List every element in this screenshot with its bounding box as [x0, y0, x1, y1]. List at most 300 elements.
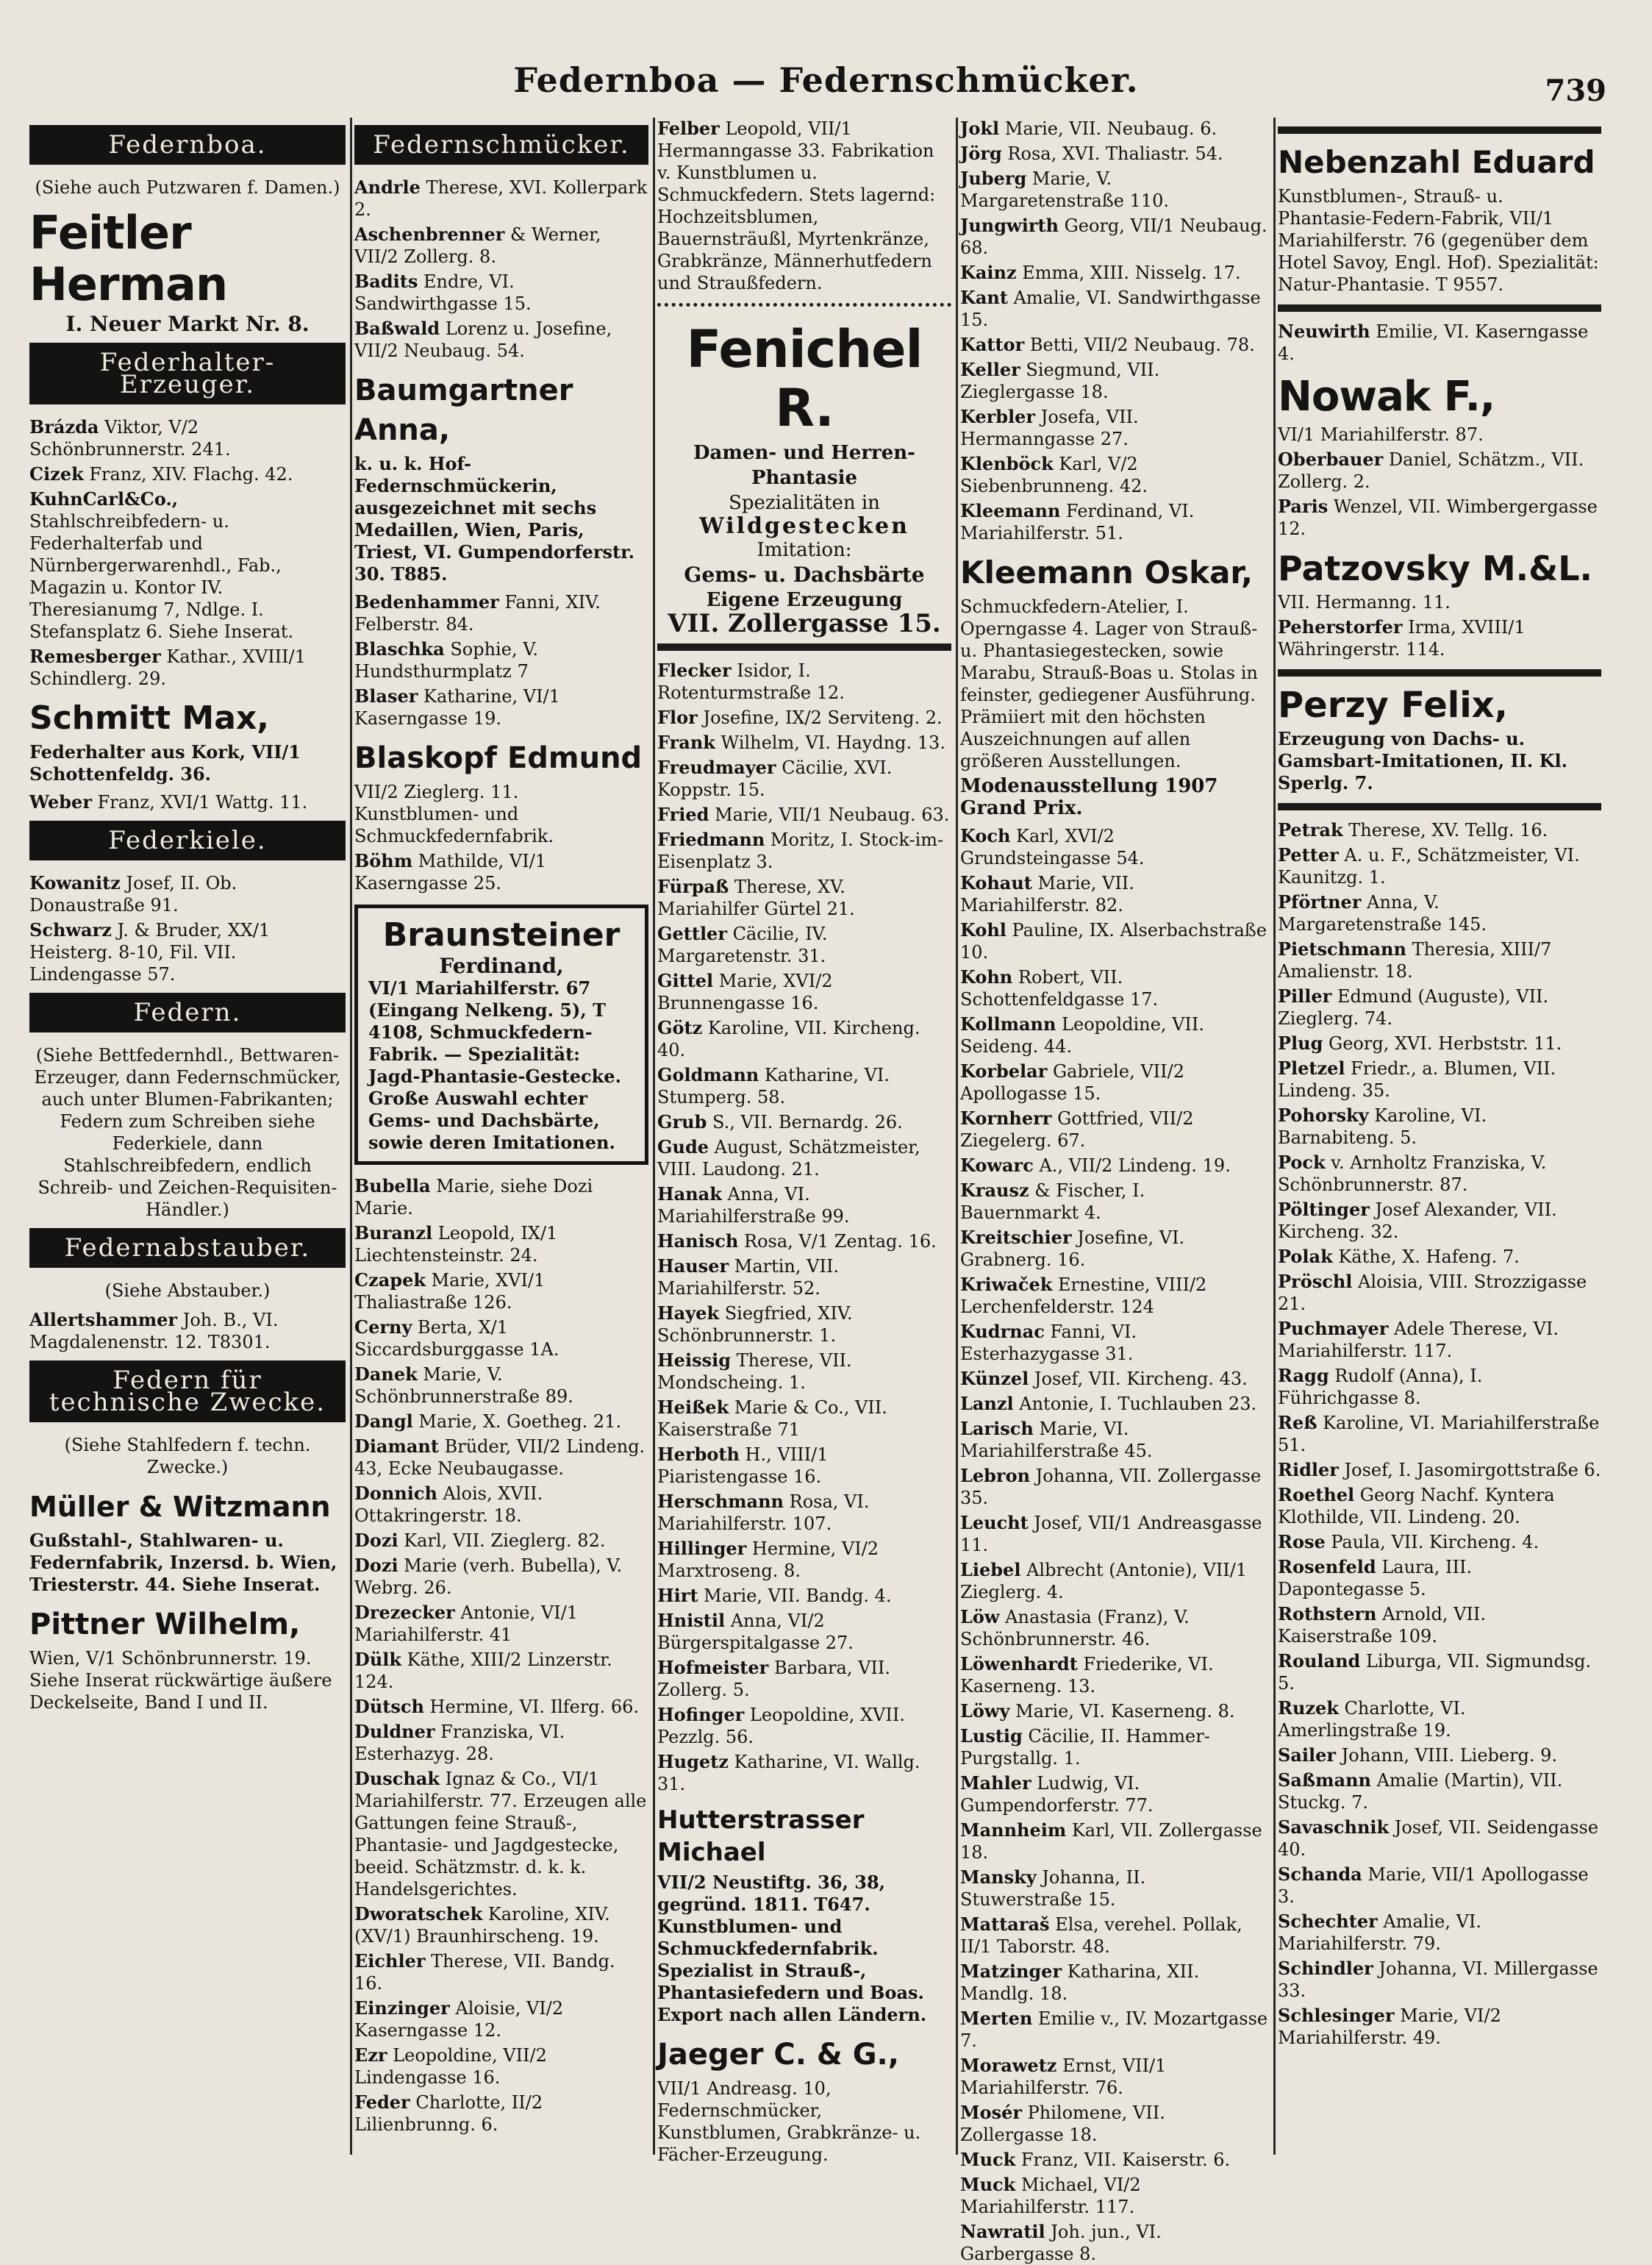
entry-surname: Hanisch — [657, 1230, 739, 1252]
entry-surname: Pöltinger — [1278, 1199, 1370, 1220]
column-4 — [960, 118, 1269, 2264]
entry: Dworatschek Karoline, XIV. (XV/1) Braunhirscheng. 19. — [354, 1903, 610, 1947]
entry-surname: Polak — [1278, 1246, 1333, 1267]
column-1 — [29, 118, 346, 2162]
entry-surname: Saßmann — [1278, 1769, 1371, 1791]
entry-surname: Rosenfeld — [1278, 1556, 1376, 1577]
entry-surname: Peherstorfer — [1278, 616, 1403, 638]
entry: Lustig Cäcilie, II. Hammer-Purgstallg. 1. — [960, 1725, 1210, 1769]
entry: Rosenfeld Laura, III. Dapontegasse 5. — [1278, 1556, 1473, 1599]
ornament-rule — [1278, 304, 1601, 312]
entry: Sailer Johann, VIII. Lieberg. 9. — [1278, 1744, 1558, 1766]
entry: Schanda Marie, VII/1 Apollogasse 3. — [1278, 1863, 1589, 1907]
entry-surname: Hofmeister — [657, 1657, 769, 1678]
advert-name: Blaskopf Edmund — [354, 741, 643, 775]
entry-surname: Neuwirth — [1278, 321, 1370, 342]
entry-surname: Hanak — [657, 1183, 722, 1205]
entry: Böhm Mathilde, VI/1 Kaserngasse 25. — [354, 850, 547, 893]
entry: Schlesinger Marie, VI/2 Mariahilferstr. 49. — [1278, 2005, 1501, 2048]
advert-line: Gems- u. Dachsbärte — [684, 563, 925, 587]
entry: Merten Emilie v., IV. Mozartgasse 7. — [960, 2008, 1268, 2051]
entry: Plug Georg, XVI. Herbststr. 11. — [1278, 1032, 1562, 1054]
column-3 — [657, 118, 951, 2165]
entry-surname: Gittel — [657, 970, 714, 991]
entry-surname: Keller — [960, 359, 1020, 380]
entry: Pock v. Arnholtz Franziska, V. Schönbrunnerstr. 87. — [1278, 1152, 1547, 1195]
entry: Gettler Cäcilie, IV. Margaretenstr. 31. — [657, 923, 828, 966]
ornament-rule — [657, 303, 951, 311]
entry-surname: Koch — [960, 825, 1011, 846]
cross-reference: (Siehe Abstauber.) — [104, 1280, 271, 1301]
entry-surname: Mannheim — [960, 1819, 1067, 1841]
entry-surname: Mattaraš — [960, 1913, 1050, 1935]
entry: Hirt Marie, VII. Bandg. 4. — [657, 1585, 892, 1606]
entry: Pöltinger Josef Alexander, VII. Kircheng. 32. — [1278, 1199, 1557, 1242]
entry: Hofmeister Barbara, VII. Zollerg. 5. — [657, 1657, 890, 1700]
entry-surname: Allertshammer — [29, 1309, 178, 1330]
advert-block — [657, 319, 951, 638]
entry: Hillinger Hermine, VI/2 Marxtroseng. 8. — [657, 1538, 879, 1581]
entry: Klenböck Karl, V/2 Siebenbrunneng. 42. — [960, 453, 1148, 496]
entry-surname: Buranzl — [354, 1222, 433, 1244]
advert-text: VII/2 Neustiftg. 36, 38, gegründ. 1811. T647. Kunstblumen- und Schmuckfedernfabrik. Spezialist in Strauß-, Phantasiefedern und Boas. Export nach allen Ländern. — [657, 1872, 927, 2025]
entry-surname: Jörg — [960, 143, 1002, 164]
entry-surname: Petrak — [1278, 819, 1343, 841]
entry: Polak Käthe, X. Hafeng. 7. — [1278, 1246, 1520, 1267]
entry-surname: Klenböck — [960, 453, 1054, 474]
entry-surname: Sailer — [1278, 1744, 1337, 1766]
entry-surname: Mansky — [960, 1866, 1037, 1888]
entry-surname: Kudrnac — [960, 1321, 1045, 1342]
entry-surname: Kohl — [960, 919, 1006, 941]
advert-name: Müller & Witzmann — [29, 1491, 331, 1523]
entry-surname: Mahler — [960, 1772, 1031, 1794]
entry: Kainz Emma, XIII. Nisselg. 17. — [960, 262, 1241, 283]
entry: Mosér Philomene, VII. Zollergasse 18. — [960, 2102, 1165, 2145]
entry: Löwy Marie, VI. Kaserneng. 8. — [960, 1700, 1235, 1722]
entry: Kudrnac Fanni, VI. Esterhazygasse 31. — [960, 1321, 1137, 1364]
entry-surname: Heißek — [657, 1397, 729, 1418]
entry: Grub S., VII. Bernardg. 26. — [657, 1111, 903, 1132]
entry-surname: Kowanitz — [29, 872, 121, 893]
advert-text: VI/1 Mariahilferstr. 67 (Eingang Nelkeng. 5), T 4108, Schmuckfedern-Fabrik. — Spezialität: Jagd-Phantasie-Gestecke. Große Auswahl echter Gems- und Dachsbärte, sowie deren Imitationen. — [368, 977, 621, 1153]
entry-surname: Aschenbrenner — [354, 224, 505, 245]
running-head: Federnboa — Federnschmücker. — [513, 60, 1139, 100]
entry-surname: Pförtner — [1278, 891, 1362, 913]
section-header: Federn für technische Zwecke. — [29, 1360, 346, 1422]
entry: Herschmann Rosa, VI. Mariahilferstr. 107. — [657, 1491, 870, 1534]
entry-surname: Pietschmann — [1278, 938, 1406, 960]
entry-surname: Ezr — [354, 2044, 387, 2066]
entry: Rothstern Arnold, VII. Kaiserstraße 109. — [1278, 1603, 1487, 1647]
entry: Dülk Käthe, XIII/2 Linzerstr. 124. — [354, 1649, 612, 1692]
entry-surname: Frank — [657, 732, 715, 753]
entry-surname: Baßwald — [354, 318, 440, 339]
entry: Kollmann Leopoldine, VII. Seideng. 44. — [960, 1013, 1205, 1057]
entry-surname: Hnistil — [657, 1610, 726, 1631]
entry-surname: Weber — [29, 791, 92, 813]
entry-surname: Gude — [657, 1136, 709, 1158]
entry: KuhnCarl&Co., Stahlschreibfedern- u. Federhalterfab und Nürnbergerwarenhdl., Fab., Magazin u. Kontor IV. Theresianumg 7, Ndlge. I. Stefansplatz 6. Siehe Inserat. — [29, 488, 294, 642]
section-header: Federnboa. — [29, 125, 346, 165]
entry-surname: Eichler — [354, 1950, 426, 1972]
entry-surname: Duldner — [354, 1721, 435, 1742]
entry: Juberg Marie, V. Margaretenstraße 110. — [960, 168, 1170, 211]
entry: Peherstorfer Irma, XVIII/1 Währingerstr. 114. — [1278, 616, 1526, 660]
advert-name: Pittner Wilhelm, — [29, 1608, 301, 1641]
entry-surname: Hugetz — [657, 1751, 729, 1772]
entry: Koch Karl, XVI/2 Grundsteingasse 54. — [960, 825, 1145, 868]
entry: Kriwaček Ernestine, VIII/2 Lerchenfelderstr. 124 — [960, 1274, 1207, 1317]
advert-name: Nowak F., — [1278, 373, 1495, 421]
entry: Mansky Johanna, II. Stuwerstraße 15. — [960, 1866, 1146, 1910]
entry-surname: Felber — [657, 118, 720, 139]
entry: Kant Amalie, VI. Sandwirthgasse 15. — [960, 287, 1261, 330]
entry: Ridler Josef, I. Jasomirgottstraße 6. — [1278, 1459, 1601, 1480]
entry: Fürpaß Therese, XV. Mariahilfer Gürtel 21. — [657, 876, 855, 919]
advert-award: Modenausstellung 1907 Grand Prix. — [960, 775, 1218, 819]
entry: Rouland Liburga, VII. Sigmundsg. 5. — [1278, 1650, 1592, 1694]
entry-surname: Plug — [1278, 1032, 1323, 1054]
column-5 — [1278, 118, 1601, 2162]
entry: Feder Charlotte, II/2 Lilienbrunng. 6. — [354, 2091, 543, 2135]
entry: Heissig Therese, VII. Mondscheing. 1. — [657, 1349, 852, 1393]
entry: Allertshammer Joh. B., VI. Magdalenenstr. 12. T8301. — [29, 1309, 279, 1352]
entry: Larisch Marie, VI. Mariahilferstraße 45. — [960, 1418, 1153, 1461]
entry-surname: Pletzel — [1278, 1057, 1345, 1079]
entry-surname: Kattor — [960, 334, 1025, 355]
entry: Lanzl Antonie, I. Tuchlauben 23. — [960, 1393, 1257, 1414]
entry-surname: Muck — [960, 2174, 1016, 2195]
entry: Felber Leopold, VII/1 Hermanngasse 33. Fabrikation v. Kunstblumen u. Schmuckfedern. Stets lagernd: Hochzeitsblumen, Bauernsträußl, Myrtenkränze, Grabkränze, Männerhutfedern und Straußfedern. — [657, 118, 936, 293]
entry: Diamant Brüder, VII/2 Lindeng. 43, Ecke Neubaugasse. — [354, 1435, 646, 1479]
entry-surname: Matzinger — [960, 1961, 1062, 1982]
advert-name: Kleemann Oskar, — [960, 554, 1253, 591]
entry: Schwarz J. & Bruder, XX/1 Heisterg. 8-10, Fil. VII. Lindengasse 57. — [29, 919, 271, 985]
entry: Pietschmann Theresia, XIII/7 Amalienstr. 18. — [1278, 938, 1552, 982]
entry: Rose Paula, VII. Kircheng. 4. — [1278, 1531, 1540, 1552]
entry: Blaser Katharine, VI/1 Kaserngasse 19. — [354, 685, 560, 729]
ornament-rule — [1278, 669, 1601, 677]
entry-surname: Kohn — [960, 966, 1013, 988]
entry: Neuwirth Emilie, VI. Kaserngasse 4. — [1278, 321, 1589, 364]
entry-surname: Mosér — [960, 2102, 1022, 2123]
entry-surname: Schindler — [1278, 1958, 1373, 1979]
advert-firstname: Ferdinand, — [439, 954, 564, 978]
entry: Krausz & Fischer, I. Bauernmarkt 4. — [960, 1180, 1145, 1223]
entry: Löw Anastasia (Franz), V. Schönbrunnerstr. 46. — [960, 1606, 1190, 1649]
entry-surname: Löw — [960, 1606, 1000, 1627]
entry: Badits Endre, VI. Sandwirthgasse 15. — [354, 271, 532, 314]
advert-text: VII/1 Andreasg. 10, Federnschmücker, Kunstblumen, Grabkränze- u. Fächer-Erzeugung. — [657, 2078, 921, 2165]
entry: Herboth H., VIII/1 Piaristengasse 16. — [657, 1444, 829, 1487]
entry-surname: Dütsch — [354, 1696, 424, 1717]
advert-line: Imitation: — [757, 539, 852, 561]
advert-line: Wildgestecken — [699, 513, 909, 539]
entry: Nawratil Joh. jun., VI. Garbergasse 8. — [960, 2221, 1162, 2264]
entry: Kattor Betti, VII/2 Neubaug. 78. — [960, 334, 1255, 355]
entry-surname: Korbelar — [960, 1060, 1048, 1082]
entry-surname: Nawratil — [960, 2221, 1045, 2242]
entry-surname: Leucht — [960, 1512, 1029, 1533]
entry-surname: Kowarc — [960, 1155, 1034, 1176]
entry: Fried Marie, VII/1 Neubaug. 63. — [657, 804, 950, 825]
entry: Ezr Leopoldine, VII/2 Lindengasse 16. — [354, 2044, 547, 2088]
entry: Danek Marie, V. Schönbrunnerstraße 89. — [354, 1363, 573, 1407]
entry-surname: Brázda — [29, 416, 99, 438]
entry-surname: Kreitschier — [960, 1227, 1072, 1248]
entry: Götz Karoline, VII. Kircheng. 40. — [657, 1017, 920, 1060]
entry-surname: Friedmann — [657, 829, 765, 850]
entry: Kohaut Marie, VII. Mariahilferstr. 82. — [960, 872, 1134, 916]
entry: Flecker Isidor, I. Rotenturmstraße 12. — [657, 660, 845, 703]
entry: Kornherr Gottfried, VII/2 Ziegelerg. 67. — [960, 1107, 1194, 1151]
entry-surname: Dozi — [354, 1555, 398, 1576]
entry: Mahler Ludwig, VI. Gumpendorferstr. 77. — [960, 1772, 1154, 1816]
entry-surname: Löwy — [960, 1700, 1010, 1722]
entry-surname: Einzinger — [354, 1997, 450, 2019]
column-rule — [350, 118, 352, 2155]
entry: Dangl Marie, X. Goetheg. 21. — [354, 1410, 622, 1432]
entry-surname: Krausz — [960, 1180, 1029, 1201]
entry-surname: Fried — [657, 804, 709, 825]
entry-surname: Schwarz — [29, 919, 112, 941]
advert-name: Patzovsky M.&L. — [1278, 549, 1592, 588]
entry: Morawetz Ernst, VII/1 Mariahilferstr. 76. — [960, 2055, 1167, 2098]
entry: Schindler Johanna, VI. Millergasse 33. — [1278, 1958, 1598, 2001]
entry-surname: Puchmayer — [1278, 1318, 1389, 1339]
entry-surname: Kerbler — [960, 406, 1036, 427]
column-2 — [354, 118, 648, 2162]
entry: Bedenhammer Fanni, XIV. Felberstr. 84. — [354, 591, 601, 635]
entry-surname: Savaschnik — [1278, 1816, 1390, 1838]
entry: Drezecker Antonie, VI/1 Mariahilferstr. 41 — [354, 1602, 579, 1645]
entry: Kowanitz Josef, II. Ob. Donaustraße 91. — [29, 872, 237, 916]
entry: Mattaraš Elsa, verehel. Pollak, II/1 Taborstr. 48. — [960, 1913, 1242, 1957]
entry-surname: Schanda — [1278, 1863, 1362, 1885]
entry-surname: Petter — [1278, 844, 1339, 866]
entry: Paris Wenzel, VII. Wimbergergasse 12. — [1278, 496, 1598, 539]
entry-surname: Lebron — [960, 1465, 1031, 1486]
entry: Löwenhardt Friederike, VI. Kaserneng. 13. — [960, 1653, 1214, 1697]
advert-text: Kunstblumen-, Strauß- u. Phantasie-Federn-Fabrik, VII/1 Mariahilferstr. 76 (gegenüber dem Hotel Savoy, Engl. Hof). Spezialität: Natur-Phantasie. T 9557. — [1278, 186, 1599, 295]
column-rule — [653, 118, 655, 2155]
entry: Donnich Alois, XVII. Ottakringerstr. 18. — [354, 1483, 543, 1526]
advert-name: Perzy Felix, — [1278, 685, 1508, 726]
entry: Goldmann Katharine, VI. Stumperg. 58. — [657, 1064, 890, 1107]
entry-surname: KuhnCarl&Co., — [29, 488, 179, 510]
entry-surname: Kleemann — [960, 500, 1061, 521]
entry: Czapek Marie, XVI/1 Thaliastraße 126. — [354, 1269, 546, 1313]
entry-surname: Ruzek — [1278, 1697, 1339, 1719]
entry-surname: Blaser — [354, 685, 418, 707]
entry-surname: Flecker — [657, 660, 732, 681]
entry: Puchmayer Adele Therese, VI. Mariahilferstr. 117. — [1278, 1318, 1559, 1361]
entry-surname: Hillinger — [657, 1538, 747, 1559]
entry-surname: Diamant — [354, 1435, 439, 1457]
entry-surname: Herschmann — [657, 1491, 784, 1512]
entry: Jokl Marie, VII. Neubaug. 6. — [960, 118, 1217, 139]
entry: Pletzel Friedr., a. Blumen, VII. Lindeng. 35. — [1278, 1057, 1556, 1101]
entry: Duschak Ignaz & Co., VI/1 Mariahilferstr. 77. Erzeugen alle Gattungen feine Strauß-, Phantasie- und Jagdgestecke, beeid. Schätzmstr. d. k. k. Handelsgerichtes. — [354, 1768, 647, 1900]
entry: Schechter Amalie, VI. Mariahilferstr. 79. — [1278, 1911, 1482, 1954]
entry: Reß Karoline, VI. Mariahilferstraße 51. — [1278, 1412, 1600, 1455]
advert-text: VII. Hermanng. 11. — [1278, 592, 1451, 613]
entry-surname: Morawetz — [960, 2055, 1057, 2076]
entry-surname: Herboth — [657, 1444, 740, 1465]
entry: Lebron Johanna, VII. Zollergasse 35. — [960, 1465, 1262, 1508]
entry-surname: Oberbauer — [1278, 449, 1384, 470]
entry: Hanisch Rosa, V/1 Zentag. 16. — [657, 1230, 937, 1252]
entry: Kowarc A., VII/2 Lindeng. 19. — [960, 1155, 1231, 1176]
entry-surname: Heissig — [657, 1349, 731, 1371]
advert-text: Schmuckfedern-Atelier, I. Operngasse 4. Lager von Strauß- u. Phantasiegestecken, sowie Marabu, Strauß-Boas u. Stolas in feinster, gediegener Ausführung. Prämiiert mit den höchsten Auszeichnungen auf allen größeren Ausstellungen. — [960, 596, 1258, 771]
entry-surname: Reß — [1278, 1412, 1317, 1433]
entry-surname: Grub — [657, 1111, 707, 1132]
entry-surname: Drezecker — [354, 1602, 455, 1623]
entry: Mannheim Karl, VII. Zollergasse 18. — [960, 1819, 1262, 1863]
entry: Hnistil Anna, VI/2 Bürgerspitalgasse 27. — [657, 1610, 854, 1653]
entry-surname: Roethel — [1278, 1484, 1355, 1505]
advert-name: Hutterstrasser Michael — [657, 1805, 865, 1867]
entry-surname: Piller — [1278, 985, 1332, 1007]
entry: Blaschka Sophie, V. Hundsthurmplatz 7 — [354, 638, 538, 682]
advert-text: VII/2 Zieglerg. 11. Kunstblumen- und Schmuckfedernfabrik. — [354, 782, 554, 846]
entry: Hanak Anna, VI. Mariahilferstraße 99. — [657, 1183, 850, 1227]
entry-surname: Feder — [354, 2091, 410, 2113]
advert-text: Federhalter aus Kork, VII/1 Schottenfeldg. 36. — [29, 741, 301, 785]
entry: Andrle Therese, XVI. Kollerpark 2. — [354, 176, 648, 220]
entry-surname: Fürpaß — [657, 876, 729, 897]
entry-surname: Kant — [960, 287, 1008, 308]
advert-text: Erzeugung von Dachs- u. Gamsbart-Imitationen, II. Kl. Sperlg. 7. — [1278, 728, 1567, 793]
entry: Muck Franz, VII. Kaiserstr. 6. — [960, 2149, 1231, 2170]
advert-name: Fenichel R. — [686, 319, 923, 438]
entry-surname: Andrle — [354, 176, 421, 198]
ornament-rule — [1278, 126, 1601, 134]
entry-surname: Dangl — [354, 1410, 413, 1432]
entry: Ragg Rudolf (Anna), I. Führichgasse 8. — [1278, 1365, 1483, 1408]
entry: Flor Josefine, IX/2 Serviteng. 2. — [657, 707, 943, 728]
advert-name: Jaeger C. & G., — [657, 2038, 899, 2072]
entry: Pförtner Anna, V. Margaretenstraße 145. — [1278, 891, 1487, 935]
entry: Buranzl Leopold, IX/1 Liechtensteinstr. 24. — [354, 1222, 558, 1266]
entry: Korbelar Gabriele, VII/2 Apollogasse 15. — [960, 1060, 1184, 1104]
entry-surname: Freudmayer — [657, 757, 776, 778]
entry: Kohn Robert, VII. Schottenfeldgasse 17. — [960, 966, 1159, 1010]
entry: Eichler Therese, VII. Bandg. 16. — [354, 1950, 615, 1994]
entry-surname: Lanzl — [960, 1393, 1014, 1414]
advert-name: Baumgartner Anna, — [354, 374, 573, 447]
entry-surname: Lustig — [960, 1725, 1023, 1747]
section-header: Federkiele. — [29, 821, 346, 860]
entry-surname: Hirt — [657, 1585, 698, 1606]
entry-surname: Kainz — [960, 262, 1017, 283]
entry-surname: Hayek — [657, 1302, 720, 1324]
entry: Bubella Marie, siehe Dozi Marie. — [354, 1175, 593, 1219]
entry: Saßmann Amalie (Martin), VII. Stuckg. 7. — [1278, 1769, 1563, 1813]
entry-surname: Czapek — [354, 1269, 426, 1291]
entry: Dozi Karl, VII. Zieglerg. 82. — [354, 1530, 606, 1551]
entry-surname: Gettler — [657, 923, 727, 944]
entry-surname: Löwenhardt — [960, 1653, 1078, 1674]
entry: Cerny Berta, X/1 Siccardsburggasse 1A. — [354, 1316, 559, 1360]
entry: Kerbler Josefa, VII. Hermanngasse 27. — [960, 406, 1139, 449]
entry-surname: Ridler — [1278, 1459, 1339, 1480]
entry: Dütsch Hermine, VI. Ilferg. 66. — [354, 1696, 640, 1717]
advert-text: VI/1 Mariahilferstr. 87. — [1278, 424, 1484, 445]
entry-surname: Larisch — [960, 1418, 1034, 1439]
entry: Jörg Rosa, XVI. Thaliastr. 54. — [960, 143, 1223, 164]
entry-surname: Rose — [1278, 1531, 1326, 1552]
entry-surname: Flor — [657, 707, 698, 728]
entry-surname: Dülk — [354, 1649, 402, 1670]
section-header: Federhalter-Erzeuger. — [29, 343, 346, 404]
entry-surname: Pohorsky — [1278, 1105, 1369, 1126]
entry-surname: Kriwaček — [960, 1274, 1053, 1295]
entry-surname: Pock — [1278, 1152, 1326, 1173]
entry: Einzinger Aloisie, VI/2 Kaserngasse 12. — [354, 1997, 564, 2041]
entry: Heißek Marie & Co., VII. Kaiserstraße 71 — [657, 1397, 887, 1440]
advert-name: Braunsteiner — [382, 916, 621, 954]
entry: Matzinger Katharina, XII. Mandlg. 18. — [960, 1961, 1200, 2004]
advert-line: Spezialitäten in — [729, 492, 880, 514]
entry-surname: Dworatschek — [354, 1903, 483, 1925]
advert-text: I. Neuer Markt Nr. 8. — [65, 312, 310, 336]
entry-surname: Donnich — [354, 1483, 437, 1504]
entry: Hofinger Leopoldine, XVII. Pezzlg. 56. — [657, 1704, 905, 1747]
entry: Künzel Josef, VII. Kircheng. 43. — [960, 1368, 1248, 1389]
entry: Freudmayer Cäcilie, XVI. Koppstr. 15. — [657, 757, 893, 800]
column-rule — [956, 118, 958, 2155]
entry: Pohorsky Karoline, VI. Barnabiteng. 5. — [1278, 1105, 1487, 1148]
entry: Piller Edmund (Auguste), VII. Zieglerg. 74. — [1278, 985, 1549, 1029]
advert-text: k. u. k. Hof-Federnschmückerin, ausgezeichnet mit sechs Medaillen, Wien, Paris, Triest, VI. Gumpendorferstr. 30. T885. — [354, 453, 634, 585]
advert-line: Eigene Erzeugung — [706, 589, 903, 611]
entry: Kleemann Ferdinand, VI. Mariahilferstr. 51. — [960, 500, 1195, 543]
entry-surname: Paris — [1278, 496, 1329, 517]
entry-surname: Jokl — [960, 118, 1000, 139]
entry: Cizek Franz, XIV. Flachg. 42. — [29, 463, 293, 485]
column-rule — [1273, 118, 1276, 2155]
entry-surname: Kohaut — [960, 872, 1032, 893]
entry: Liebel Albrecht (Antonie), VII/1 Zieglerg. 4. — [960, 1559, 1248, 1602]
entry-surname: Rothstern — [1278, 1603, 1377, 1624]
entry-surname: Merten — [960, 2008, 1033, 2029]
ornament-rule — [1278, 803, 1601, 810]
entry: Roethel Georg Nachf. Kyntera Klothilde, VII. Lindeng. 20. — [1278, 1484, 1555, 1527]
cross-reference: (Siehe auch Putzwaren f. Damen.) — [35, 177, 340, 198]
entry-surname: Dozi — [354, 1530, 398, 1551]
ornament-rule — [657, 643, 951, 651]
entry: Petter A. u. F., Schätzmeister, VI. Kaunitzg. 1. — [1278, 844, 1580, 888]
entry: Leucht Josef, VII/1 Andreasgasse 11. — [960, 1512, 1262, 1555]
entry: Aschenbrenner & Werner, VII/2 Zollerg. 8. — [354, 224, 601, 267]
entry-surname: Kornherr — [960, 1107, 1052, 1129]
advert-box — [354, 905, 648, 1165]
entry: Pröschl Aloisia, VIII. Strozzigasse 21. — [1278, 1271, 1587, 1314]
entry: Ruzek Charlotte, VI. Amerlingstraße 19. — [1278, 1697, 1466, 1741]
entry-surname: Bedenhammer — [354, 591, 499, 613]
section-header: Federn. — [29, 993, 346, 1032]
entry: Kohl Pauline, IX. Alserbachstraße 10. — [960, 919, 1267, 963]
advert-name: Feitler Herman — [29, 206, 228, 311]
entry-surname: Muck — [960, 2149, 1016, 2170]
entry-surname: Jungwirth — [960, 215, 1059, 236]
entry-surname: Blaschka — [354, 638, 445, 660]
section-header: Federnschmücker. — [354, 125, 648, 165]
advert-line: Damen- und Herren-Phantasie — [693, 442, 915, 489]
